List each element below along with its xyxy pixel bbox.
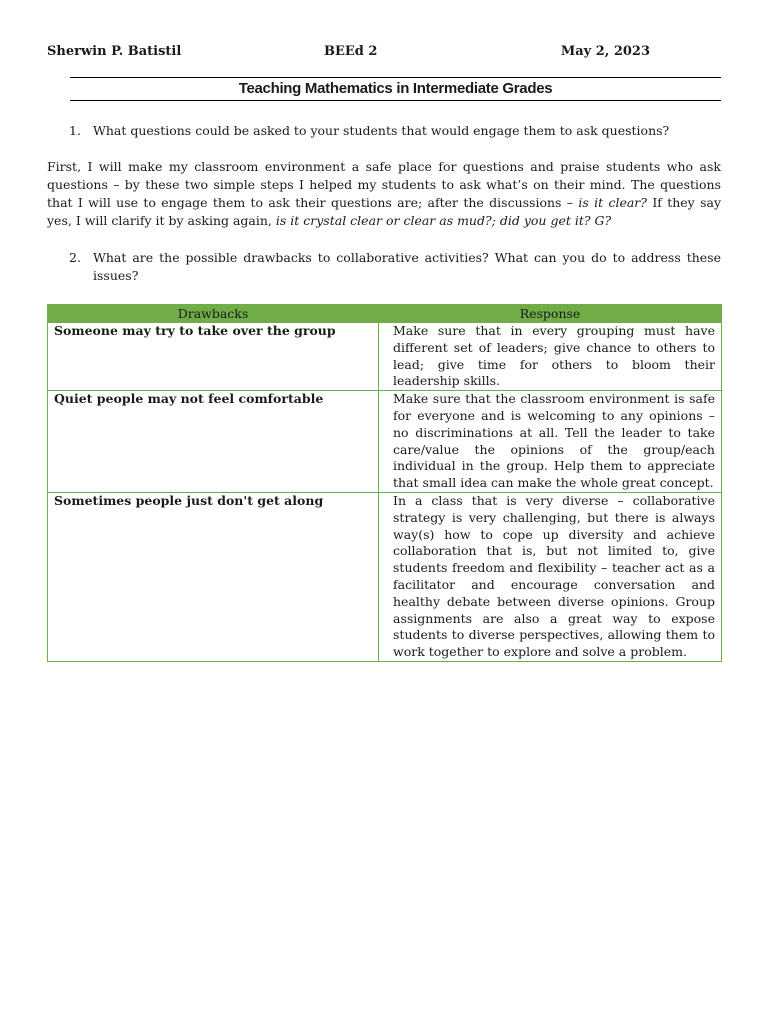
document-header xyxy=(47,44,650,62)
answer-1-italic-b: is it crystal clear or clear as mud?; did you get it? G? xyxy=(275,213,612,228)
drawback-cell: Quiet people may not feel comfortable xyxy=(48,391,379,493)
question-1 xyxy=(69,122,721,140)
drawback-cell: Sometimes people just don't get along xyxy=(48,492,379,661)
response-cell xyxy=(379,323,722,391)
response-text: Make sure that in every grouping must have different set of leaders; give chance to others to lead; give time for others to bloom their leadership skills. xyxy=(393,323,715,389)
answer-1-paragraph xyxy=(47,158,721,230)
response-text: Make sure that the classroom environment is safe for everyone and is welcoming to any opinions – no discriminations at all. Tell the leader to take care/value the opinions of the group/each individual in the group. Help them to appreciate that small idea can make the whole great concept. xyxy=(393,391,715,491)
table-header-row xyxy=(48,305,722,323)
page-title: Teaching Mathematics in Intermediate Grades xyxy=(238,80,553,97)
table-row xyxy=(48,323,722,391)
question-1-text: What questions could be asked to your students that would engage them to ask questions? xyxy=(93,123,670,138)
response-cell xyxy=(379,391,722,493)
answer-1-text-b: If they say yes, I will clarify it by asking again, xyxy=(47,195,722,228)
question-2 xyxy=(69,249,721,285)
course-label: BEEd 2 xyxy=(324,44,378,59)
student-name: Sherwin P. Batistil xyxy=(47,44,182,59)
response-cell xyxy=(379,492,722,661)
drawback-cell: Someone may try to take over the group xyxy=(48,323,379,391)
table-row xyxy=(48,391,722,493)
drawbacks-table xyxy=(47,304,722,662)
title-bar xyxy=(70,77,721,101)
document-date: May 2, 2023 xyxy=(560,44,650,59)
response-text: In a class that is very diverse – collaborative strategy is very challenging, but there is always way(s) how to cope up diversity and achieve collaboration that is, but not limited to, give students freedom and flexibility – teacher act as a facilitator and encourage conversation and healthy debate between diverse opinions. Group assignments are also a great way to expose students to diverse perspectives, allowing them to work together to explore and solve a problem. xyxy=(393,492,715,660)
header-response: Response xyxy=(379,305,722,323)
answer-1-italic-a: is it clear? xyxy=(578,195,647,210)
question-1-number: 1. xyxy=(69,123,81,138)
header-drawbacks: Drawbacks xyxy=(48,305,379,323)
table-row xyxy=(48,492,722,661)
question-2-number: 2. xyxy=(69,250,81,265)
answer-1-text-a: First, I will make my classroom environment a safe place for questions and praise students who ask questions – by these two simple steps I helped my students to ask what’s on their mind. The questions that I will use to engage them to ask their questions are; after the discussions – xyxy=(47,159,721,210)
question-2-text: What are the possible drawbacks to collaborative activities? What can you do to address these issues? xyxy=(93,250,721,283)
